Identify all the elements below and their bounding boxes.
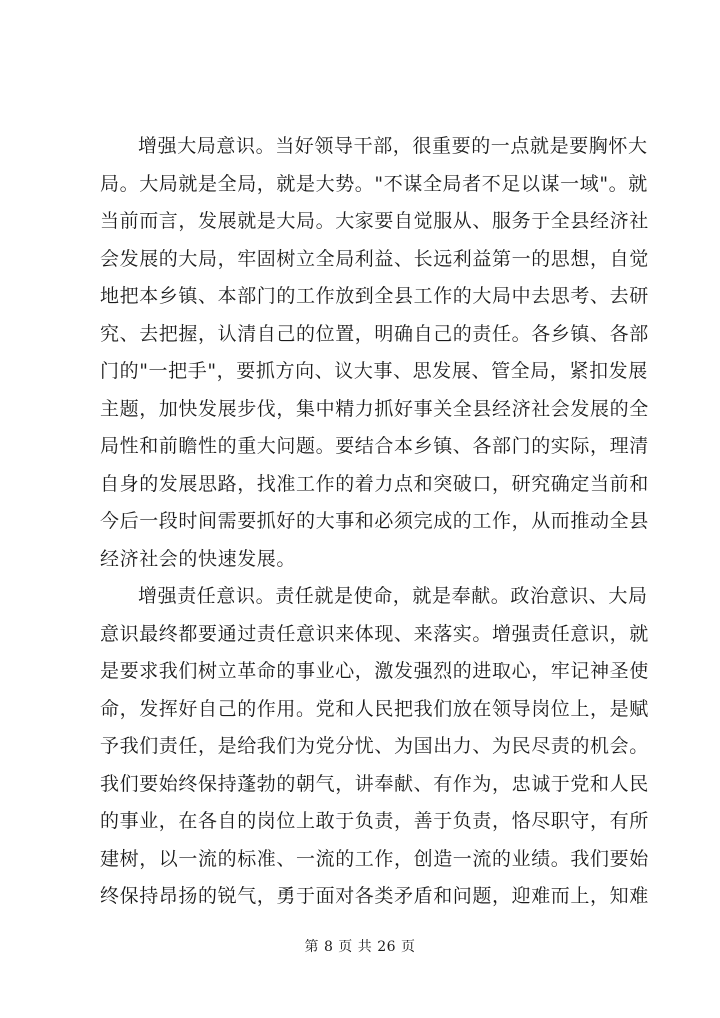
text-line: 予我们责任，是给我们为党分忧、为国出力、为民尽责的机会。	[100, 735, 649, 757]
text-line: 终保持昂扬的锐气，勇于面对各类矛盾和问题，迎难而上，知难	[100, 885, 649, 907]
page-number-footer: 第 8 页 共 26 页	[304, 939, 416, 955]
text-line: 增强责任意识。责任就是使命，就是奉献。政治意识、大局	[138, 585, 648, 607]
document-body	[100, 128, 660, 916]
text-line: 的事业，在各自的岗位上敢于负责，善于负责，恪尽职守，有所	[100, 810, 649, 832]
text-line: 门的"一把手"，要抓方向、议大事、思发展、管全局，紧扣发展	[100, 360, 648, 382]
text-line: 增强大局意识。当好领导干部，很重要的一点就是要胸怀大	[138, 135, 648, 157]
paragraph-overall-awareness	[100, 128, 660, 578]
text-line: 地把本乡镇、本部门的工作放到全县工作的大局中去思考、去研	[100, 285, 649, 307]
text-line: 今后一段时间需要抓好的大事和必须完成的工作，从而推动全县	[100, 510, 649, 532]
text-line: 自身的发展思路，找准工作的着力点和突破口，研究确定当前和	[100, 472, 649, 495]
text-line: 局。大局就是全局，就是大势。"不谋全局者不足以谋一域"。就	[100, 172, 648, 195]
text-line: 建树，以一流的标准、一流的工作，创造一流的业绩。我们要始	[100, 847, 649, 870]
text-line: 意识最终都要通过责任意识来体现、来落实。增强责任意识，就	[100, 622, 649, 645]
text-line: 局性和前瞻性的重大问题。要结合本乡镇、各部门的实际，理清	[100, 435, 649, 457]
text-line: 会发展的大局，牢固树立全局利益、长远利益第一的思想，自觉	[100, 247, 649, 270]
text-line: 究、去把握，认清自己的位置，明确自己的责任。各乡镇、各部	[100, 322, 649, 345]
text-line: 我们要始终保持蓬勃的朝气，讲奉献、有作为，忠诚于党和人民	[100, 772, 649, 795]
paragraph-responsibility-awareness	[100, 578, 660, 916]
text-line: 主题，加快发展步伐，集中精力抓好事关全县经济社会发展的全	[100, 397, 649, 420]
text-line: 是要求我们树立革命的事业心，激发强烈的进取心，牢记神圣使	[100, 660, 649, 682]
text-line: 命，发挥好自己的作用。党和人民把我们放在领导岗位上，是赋	[100, 697, 649, 720]
text-line: 当前而言，发展就是大局。大家要自觉服从、服务于全县经济社	[100, 210, 649, 232]
text-line: 经济社会的快速发展。	[100, 547, 297, 570]
